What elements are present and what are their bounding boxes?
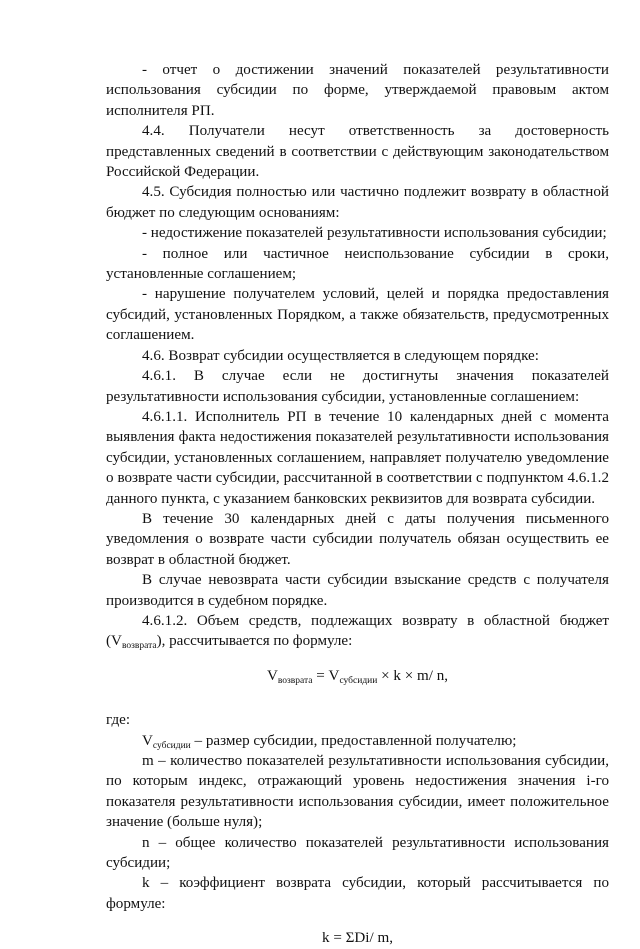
formula-v-symbol: V xyxy=(266,667,278,684)
paragraph-4-6-1-2-text-a: 4.6.1.2. Объем средств, подлежащих возврату в областной бюджет (V xyxy=(106,612,609,650)
formula-sub-vozvrata: возврата xyxy=(277,675,313,686)
definition-m: m – количество показателей результативности использования субсидии, по которым индекс, отражающий уровень недостижения значения i-го показателя результативности использования субсидии, имеет положительное значение (больше нуля); xyxy=(106,753,609,831)
definition-v-sub: субсидии xyxy=(152,740,191,751)
where-label: где: xyxy=(106,712,131,729)
formula-rest: × k × m/ n, xyxy=(377,667,449,684)
paragraph-report: - отчет о достижении значений показателей результативности использования субсидии по форме, утверждаемой правовым актом исполнителя РП. xyxy=(106,62,609,119)
paragraph-court: В случае невозврата части субсидии взыскание средств с получателя производится в судебном порядке. xyxy=(106,572,609,609)
formula-vozvrata xyxy=(106,666,609,686)
paragraph-4-6: 4.6. Возврат субсидии осуществляется в следующем порядке: xyxy=(142,347,539,364)
paragraph-4-6-1-2-text-b: ), рассчитывается по формуле: xyxy=(156,633,353,650)
definition-v-text: – размер субсидии, предоставленной получателю; xyxy=(190,732,517,749)
paragraph-4-6-1-1: 4.6.1.1. Исполнитель РП в течение 10 календарных дней с момента выявления факта недостижения показателей результативности использования субсидии, установленных соглашением, направляет получателю уведомление о возврате части субсидии, рассчитанной в соответствии с подпунктом 4.6.1.2 данного пункта, с указанием банковских реквизитов для возврата субсидии. xyxy=(106,408,609,507)
paragraph-4-6-1: 4.6.1. В случае если не достигнуты значения показателей результативности использования субсидии, установленные соглашением: xyxy=(106,368,609,405)
paragraph-bullet-neispolz: - полное или частичное неиспользование субсидии в сроки, установленные соглашением; xyxy=(106,245,609,283)
definition-k: k – коэффициент возврата субсидии, который рассчитывается по формуле: xyxy=(106,875,609,912)
paragraph-bullet-narush: - нарушение получателем условий, целей и порядка предоставления субсидий, установленных Порядком, а также обязательств, предусмотренных соглашением. xyxy=(106,286,609,344)
definition-v-symbol: V xyxy=(142,732,153,749)
paragraph-4-6-1-2 xyxy=(106,611,609,652)
formula-k: k = ΣDi/ m, xyxy=(322,930,393,947)
paragraph-bullet-nondost: - недостижение показателей результативности использования субсидии; xyxy=(142,225,607,242)
paragraph-4-5: 4.5. Субсидия полностью или частично подлежит возврату в областной бюджет по следующим основаниям: xyxy=(106,184,609,221)
definition-n: n – общее количество показателей результативности использования субсидии; xyxy=(106,834,609,872)
formula-equals-v: = V xyxy=(312,667,340,684)
formula-sub-subsidii: субсидии xyxy=(339,675,378,686)
definition-v-subsidii xyxy=(106,731,609,751)
subscript-vozvrata: возврата xyxy=(121,641,157,652)
paragraph-30-days: В течение 30 календарных дней с даты получения письменного уведомления о возврате части субсидии получатель обязан осуществить ее возврат в областной бюджет. xyxy=(106,510,609,568)
document-page xyxy=(106,60,609,949)
paragraph-4-4: 4.4. Получатели несут ответственность за достоверность представленных сведений в соответствии с действующим законодательством Российской Федерации. xyxy=(106,123,609,181)
